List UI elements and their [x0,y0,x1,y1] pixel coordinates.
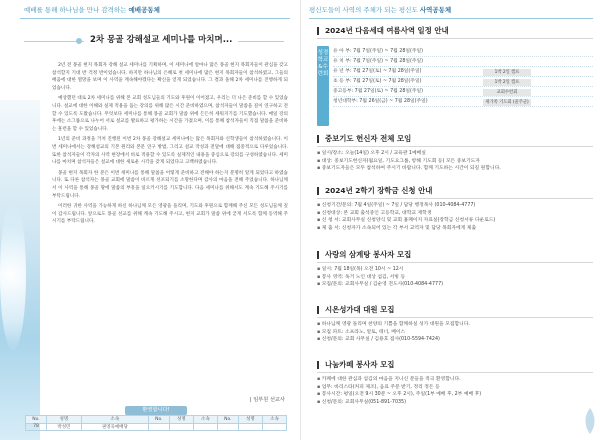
list-item: ▪ 업무: 바리스타(커피 제조), 음료 주문 받기, 정리 정돈 등 [317,384,593,392]
article-title: 2차 몽골 강해설교 세미나를 마치며... [84,33,238,45]
schedule-text: 유 년 부: 7월 27일(토) ~ 7월 28일(주일) [333,69,422,74]
right-header [309,5,451,14]
schedule-text: 초 등 부: 7월 27일(토) ~ 7월 28일(주일) [333,79,422,84]
list-item: ▪ 일시/장소: 오늘(14일) 오후 2시 / 교육관 1예배실 [317,150,593,158]
section-choir-recruit [317,306,593,344]
section-title: 시온성가대 대원 모집 [317,306,593,314]
list-item: ▪ 하나님께 영광 돌리며 찬양의 기쁨을 함께하실 성가 대원을 모집합니다. [317,321,593,329]
list-item [333,97,593,107]
section-cafe-volunteers [317,361,593,406]
table-row [26,423,287,431]
cell-no [148,423,169,431]
article-body [52,62,288,229]
list-item [333,77,593,87]
article-paragraph: 예상했던 대로 2차 세미나를 위해 본 교회 성도님들의 기도와 후원이 이어졌고, 우리는 더 나은 준비를 할 수 있었습니다. 설교에 대한 이해와 실제 적용을 돕는 강의를 위해 많은 시간 준비하였으며, 참석자들이 말씀을 깊이 연구하고 전할 수 있도록 도왔습니다. 무엇보다 세미나를 통해 몽골 교회가 말씀 위에 든든히 세워지기를 기도했습니다. 매일 강의 후에는 소그룹으로 나누어 서로 설교를 발표하고 평가하는 시간을 가졌으며, 이를 통해 참석자들이 직접 말씀을 준비하는 훈련을 할 수 있었습니다. [52,96,288,132]
list-item: ▪ 봉사시간: 평일(오전 9시 30분 ~ 오후 2시), 주일(1부 예배 후, 2부 예배 후) [317,391,593,399]
schedule-text: 유 아 부: 7월 7일(주일) ~ 7월 28일(주일) [333,49,424,54]
section-list [317,321,593,344]
article-paragraph: 몽골 현지 목회자 한 분은 이번 세미나를 통해 말씀을 어떻게 준비하고 전해야 하는지 분명히 알게 되었다고 하였습니다. 또 다른 참석자는 몽골 교회에 말씀이 바르게 선포되기를 소망한다며 감사의 마음을 전해 주었습니다. 하나님께서 이 사역을 통해 몽골 땅에 말씀의 부흥을 일으키시기를 기도합니다. 다음 세미나를 위해서도 계속 기도해 주시기를 부탁드립니다. [52,170,288,199]
cell-no: 78 [26,423,47,431]
cell-name [238,423,262,431]
schedule-text: 유 치 부: 7월 7일(주일) ~ 7월 28일(주일) [333,59,424,64]
left-header [0,0,300,18]
col-header: 소속 [81,416,148,424]
welcome-header-row [26,416,287,424]
list-item: ▪ 봉사 영역: 독거 노인 대상 섬김, 서빙 등 [317,274,593,282]
left-header-divider [20,18,290,19]
list-item: ▪ 신청대상: 본 교회 출석중인 고등학교, 대학교 재학생 [317,210,593,218]
schedule-badge: 새가족 기도회 (울주군) [483,99,531,106]
cell-name: 박성민 [47,423,82,431]
cell-name [169,423,193,431]
right-header-divider [309,18,593,19]
right-header-title: 사역공동체 [419,6,452,14]
article-byline: | 임부원 선교사 [249,397,285,403]
article-paragraph: 이러한 귀한 사역을 가능하게 하신 하나님께 모든 영광을 돌리며, 기도와 후원으로 함께해 주신 모든 성도님들께 깊이 감사드립니다. 앞으로도 몽골 선교를 위해 계속 기도해 주시고, 현지 교회가 말씀 위에 굳게 서도록 함께 동역해 주시기를 부탁드립니다. [52,204,288,225]
article-paragraph: 1년의 준비 과정을 거쳐 진행된 이번 2차 몽골 강해설교 세미나에는 많은 목회자와 신학생들이 참석하였습니다. 이번 세미나에서는 강해설교의 기본 원리와 본문 연구 방법, 그리고 설교 작성과 전달에 대해 집중적으로 다루었습니다. 또한 참석자들이 각자의 사역 현장에서 바로 적용할 수 있도록 실제적인 내용을 중심으로 강의를 구성하였습니다. 세미나를 마치며 참석자들은 설교에 대한 새로운 시각을 갖게 되었다고 고백하였습니다. [52,137,288,166]
list-item: ▪ 모집/문의: 교회사무실 / 김순영 전도사(010-4084-4777) [317,281,593,289]
section-samgyetang-volunteers [317,251,593,289]
col-header: 성명 [169,416,193,424]
title-dot-icon [76,38,82,44]
section-divider [317,146,593,147]
cell-dept: 권영욱예배당 [81,423,148,431]
list-item: ▪ 카페에 대한 관심과 섬김의 마음을 지니신 분들을 적극 환영합니다. [317,376,593,384]
right-page [300,0,600,440]
leaf-decoration-icon [582,406,598,436]
list-item [333,87,593,97]
article-title-bar [24,33,284,49]
list-item: ▪ 중보기도자들은 모두 참석하여 주시기 바랍니다. 함께 기도하는 시간이 되길 원합니다. [317,165,593,173]
schedule-list [333,47,593,107]
col-header: 성명 [238,416,262,424]
schedule-badge: 1박 2일 캠프 [483,79,531,86]
list-item [333,57,593,67]
list-item [333,47,593,57]
col-header: 소속 [262,416,286,424]
section-intercessor-meeting [317,135,593,173]
col-header: 성명 [47,416,82,424]
section-title: 2024년 다음세대 여름사역 일정 안내 [317,27,593,35]
schedule-text: 중고등부: 7월 27일(토) ~ 7월 28일(주일) [333,89,424,94]
section-title: 사랑의 삼계탕 봉사자 모집 [317,251,593,259]
schedule-text: 청년대학부: 7월 26일(금) ~ 7월 28일(주일) [333,99,428,104]
cell-dept [193,423,217,431]
decorative-glow [0,200,26,350]
section-divider [317,38,593,39]
welcome-box [25,406,287,432]
section-title: 2024년 2학기 장학금 신청 안내 [317,187,593,195]
section-list [317,202,593,232]
col-header: No. [26,416,47,424]
vertical-label-box: 성경학교&수련회 [317,46,329,126]
welcome-title: 환영합니다! [125,406,187,415]
section-list [317,266,593,289]
schedule-badge: 교회수련회 [483,89,531,96]
section-list [317,376,593,406]
col-header: No. [148,416,169,424]
section-scholarship [317,187,593,232]
list-item [333,67,593,77]
section-title: 중보기도 헌신자 전체 모임 [317,135,593,143]
schedule-badge: 1박 2일 캠프 [483,69,531,76]
section-divider [317,317,593,318]
left-header-title: 예배공동체 [128,6,160,14]
section-divider [317,262,593,263]
col-header: 소속 [193,416,217,424]
list-item: ▪ 제 출 서: 신청자가 소속되어 있는 각 부서 교역자 및 담당 목회자에게 제출 [317,225,593,233]
list-item: ▪ 신 청 서: 교회사무실 신청양식 및 교회 홈페이지 자료실(장학금 신청서류 다운로드) [317,217,593,225]
right-header-prefix: 평신도들이 사역의 주체가 되는 평신도 [309,6,418,14]
section-divider [317,198,593,199]
article-paragraph: 2년 전 몽골 현지 목회자 강해 설교 세미나를 기획하며, 이 세미나에 얼마나 많은 몽골 현지 목회자들이 관심을 갖고 참석할지 기대 반 걱정 반이었습니다. 하지만 하나님의 은혜로 첫 세미나에 많은 현지 목회자들이 참석하였고, 그들의 배움에 대한 열망을 보며 이 사역을 계속해야겠다는 확신을 얻게 되었습니다. 그 결과 올해 2차 세미나를 진행하게 되었습니다. [52,63,288,91]
col-header: No. [217,416,238,424]
cell-dept [262,423,286,431]
section-divider [317,372,593,373]
section-title: 나눔카페 봉사자 모집 [317,361,593,369]
section-summer-schedule [317,27,593,42]
welcome-table [25,415,287,431]
section-list [317,150,593,173]
list-item: ▪ 신청/문의: 교회사무실(051-891-7035) [317,399,593,407]
cell-no [217,423,238,431]
list-item: ▪ 일시: 7월 18일(목) 오전 10시 ~ 12시 [317,266,593,274]
left-header-prefix: 예배를 통해 하나님을 만나 감격하는 [24,6,127,14]
list-item: ▪ 신청/문의: 교회 사무실 / 김용호 집사(010-5594-7424) [317,336,593,344]
list-item: ▪ 신청기간/문의: 7월 4일(주일) ~ 7일 / 담당 행정목사 (010-4084-4777) [317,202,593,210]
list-item: ▪ 대상: 중보기도헌신자(월요일, 기도요그룹, 항해 기도회 등) 모든 중보기도자 [317,158,593,166]
list-item: ▪ 모집 파트: 소프라노, 알토, 테너, 베이스 [317,329,593,337]
